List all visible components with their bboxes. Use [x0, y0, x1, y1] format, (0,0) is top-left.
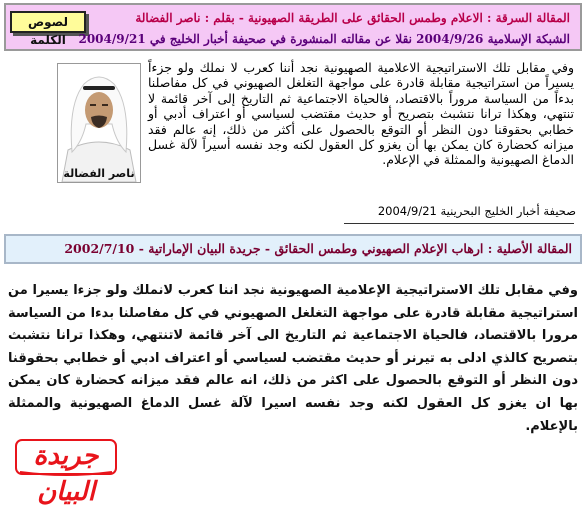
logo-text: جريدة البيان: [33, 441, 99, 507]
original-article-header: [4, 234, 582, 264]
author-name-caption: ناصر الفضالة: [63, 167, 135, 180]
original-article-title: المقالة الأصلية : ارهاب الإعلام الصهيوني وطمس الحقائق - جريدة البيان الإماراتية - 2002/7/10: [64, 241, 572, 256]
copied-article-title: المقالة السرقة : الاعلام وطمس الحقائق على الطريقة الصهيونية - بقلم : ناصر الفضالة: [135, 11, 570, 25]
divider-line: [344, 223, 574, 224]
copied-article-source: الشبكة الإسلامية 2004/9/26 نقلا عن مقالته المنشورة في صحيفة أخبار الخليج في 2004/9/21: [78, 32, 570, 46]
copied-article-publication: صحيفة أخبار الخليج البحرينية 2004/9/21: [377, 204, 576, 218]
plagiarism-header-panel: [4, 3, 582, 51]
author-photo: [57, 63, 141, 183]
original-article-body: وفي مقابل تلك الاستراتيجية الإعلامية الصهيونية نجد اننا كعرب لانملك ولو جزءا يسيرا من استراتيجية مقابلة قادرة على مواجهة التغلغل الصهيوني في كل مفاصلنا بدءا من السياسة مرورا بالاقتصاد، فالحياة الاجتماعية ثم التاريخ الى آخر قائمة لاتنتهي، وهكذا ترانا نتشبث بتصريح كالذي ادلى به تيرنر أو حديث مقتضب لسياسي أو اعتراف ادبي أو خطابي بحقوقنا دون النظر أو التوقع بالحصول على اكثر من ذلك، انه عالم فقد ميزانه كحضارة كان يمكن بها ان يغزو كل العقول لكنه وجد نفسه اسيرا لآلة غسل الدماغ الصهيونية والممثلة بالإعلام.: [8, 283, 578, 434]
albayan-newspaper-logo: [14, 436, 118, 507]
section-label-badge: لصوص الكلمة: [10, 11, 86, 33]
author-portrait-icon: [58, 64, 140, 182]
copied-article-body: وفي مقابل تلك الاستراتيجية الاعلامية الصهيونية نجد أننا كعرب لا نملك ولو جزءاً يسيراً من استراتيجية مقابلة قادرة على مواجهة التغلغل الصهيوني في كل مفاصلنا بدءاً من السياسة مروراً بالاقتصاد، فالحياة الاجتماعية ثم التاريخ إلى آخر قائمة لا تنتهي، وهكذا ترانا نتشبث بتصريح أو حديث مقتضب لسياسي أو اعتراف أدبي أو خطابي بحقوقنا دون النظر أو التوقع بالحصول على أكثر من ذلك، إنه عالم فقد ميزانه كحضارة كان يمكن بها أن يغزو كل العقول لكنه وجد نفسه أسيراً لآلة غسل الدماغ الصهيونية والممثلة في الإعلام.: [148, 60, 574, 168]
